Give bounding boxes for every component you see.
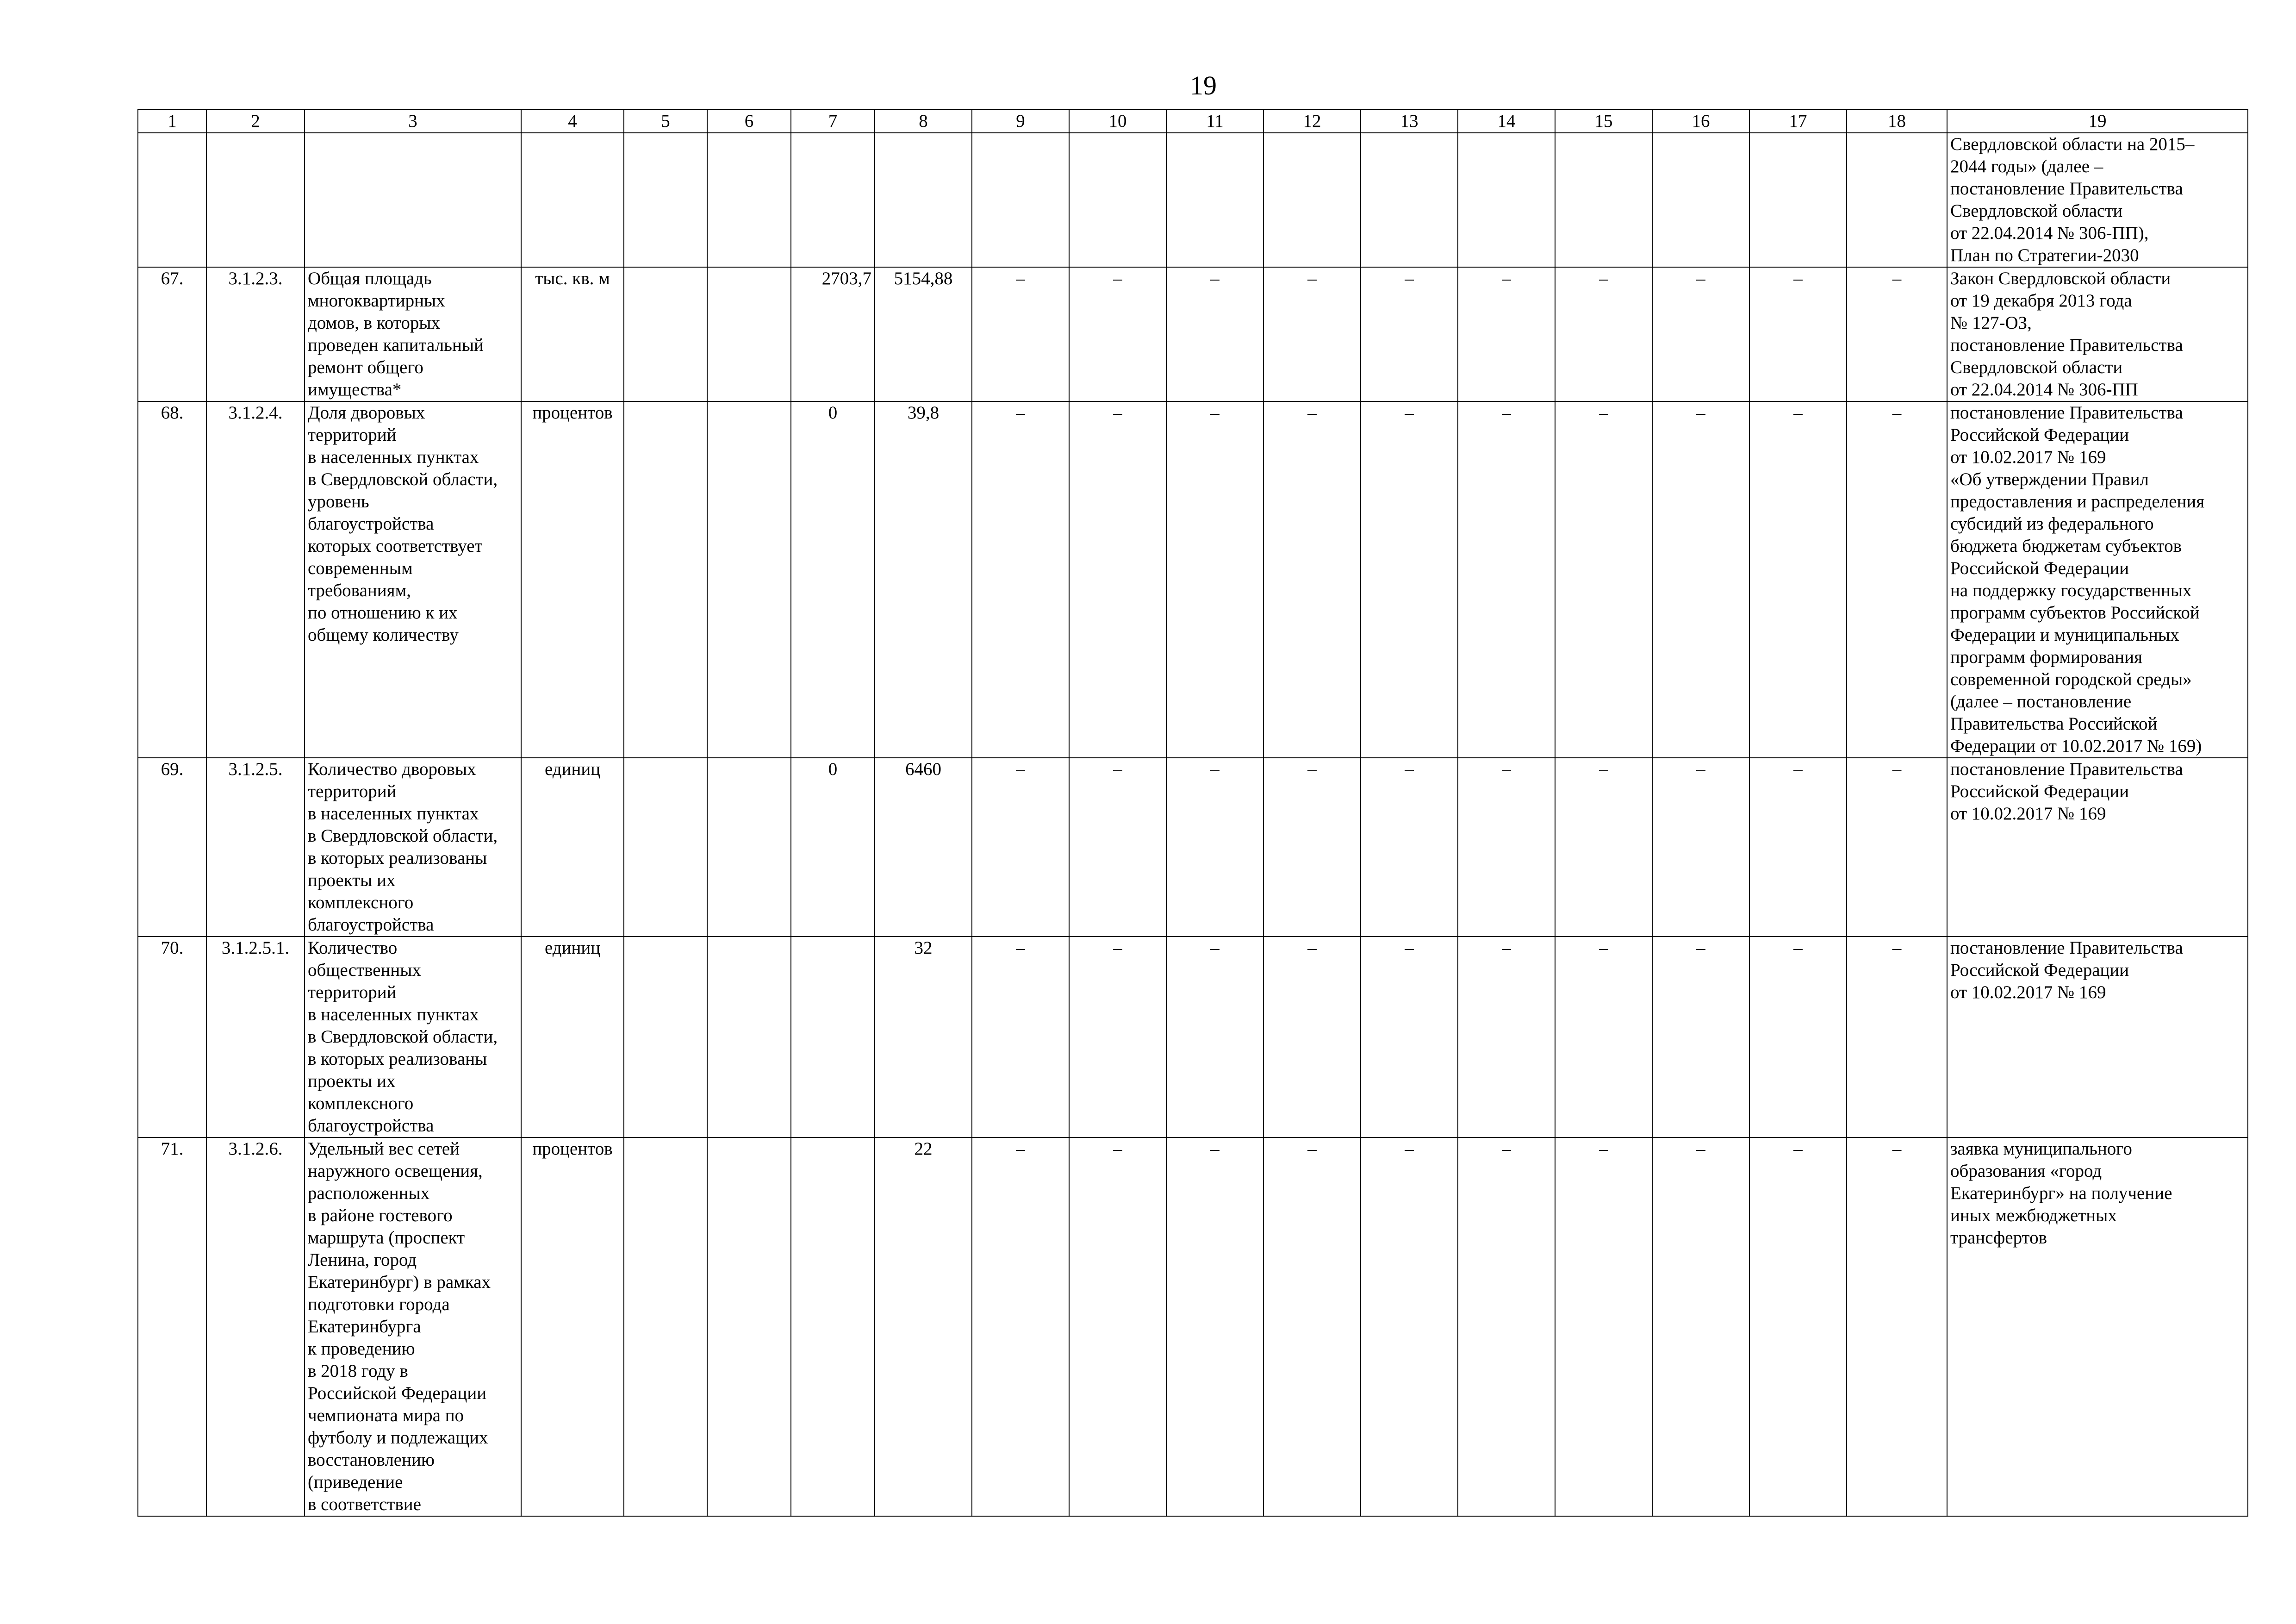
year-value-cell: – (1458, 937, 1555, 1137)
column-number: 17 (1749, 110, 1847, 133)
legal-source: постановление Правительства Российской Федерации от 10.02.2017 № 169 «Об утверждении Правил предоставления и распределения субсидий из федерального бюджета бюджетам субъектов Российской Федерации на поддержку государственных программ субъектов Российской Федерации и муниципальных программ формирования современной городской среды» (далее – постановление Правительства Российской Федерации от 10.02.2017 № 169) (1947, 401, 2248, 758)
column-number: 9 (972, 110, 1069, 133)
unit-cell: тыс. кв. м (521, 267, 624, 401)
indicator-code (206, 133, 305, 267)
legal-source: постановление Правительства Российской Федерации от 10.02.2017 № 169 (1947, 758, 2248, 937)
unit-cell: процентов (521, 401, 624, 758)
row-number: 69. (138, 758, 206, 937)
table-row (138, 937, 2248, 1137)
row-number: 71. (138, 1137, 206, 1516)
year-value-cell: – (972, 1137, 1069, 1516)
row-number: 70. (138, 937, 206, 1137)
year-value-cell (1069, 133, 1166, 267)
year-value-cell: – (1555, 937, 1652, 1137)
year-value-cell: – (1847, 267, 1947, 401)
value-cell (707, 937, 791, 1137)
year-value-cell: – (1652, 937, 1749, 1137)
value-cell (875, 133, 972, 267)
indicator-code: 3.1.2.5. (206, 758, 305, 937)
column-number: 6 (707, 110, 791, 133)
year-value-cell (1458, 133, 1555, 267)
year-value-cell: – (1458, 1137, 1555, 1516)
year-value-cell (1263, 133, 1361, 267)
year-value-cell: – (1166, 401, 1263, 758)
column-number: 4 (521, 110, 624, 133)
year-value-cell: – (1361, 937, 1458, 1137)
legal-source: Закон Свердловской области от 19 декабря 2013 года № 127-ОЗ, постановление Правительства Свердловской области от 22.04.2014 № 306-ПП (1947, 267, 2248, 401)
legal-source: постановление Правительства Российской Федерации от 10.02.2017 № 169 (1947, 937, 2248, 1137)
value-cell (707, 758, 791, 937)
year-value-cell: – (972, 267, 1069, 401)
year-value-cell: – (1652, 267, 1749, 401)
column-number: 12 (1263, 110, 1361, 133)
column-number: 16 (1652, 110, 1749, 133)
year-value-cell: – (1361, 267, 1458, 401)
value-cell (624, 937, 707, 1137)
indicator-code: 3.1.2.5.1. (206, 937, 305, 1137)
value-cell (791, 937, 875, 1137)
year-value-cell: – (1652, 401, 1749, 758)
year-value-cell: – (1749, 758, 1847, 937)
year-value-cell (1555, 133, 1652, 267)
year-value-cell: – (1847, 1137, 1947, 1516)
value-cell (707, 401, 791, 758)
year-value-cell: – (1847, 937, 1947, 1137)
table-row (138, 133, 2248, 267)
value-cell (707, 133, 791, 267)
unit-cell: процентов (521, 1137, 624, 1516)
value-cell (707, 267, 791, 401)
column-number: 14 (1458, 110, 1555, 133)
row-number: 67. (138, 267, 206, 401)
year-value-cell: – (1263, 267, 1361, 401)
year-value-cell: – (1361, 401, 1458, 758)
year-value-cell: – (1166, 267, 1263, 401)
unit-cell: единиц (521, 758, 624, 937)
year-value-cell: – (1749, 401, 1847, 758)
legal-source: заявка муниципального образования «город Екатеринбург» на получение иных межбюджетных трансфертов (1947, 1137, 2248, 1516)
year-value-cell: – (1263, 937, 1361, 1137)
year-value-cell: – (1458, 267, 1555, 401)
column-number: 18 (1847, 110, 1947, 133)
year-value-cell: – (1555, 267, 1652, 401)
page-number: 19 (1190, 70, 1217, 100)
year-value-cell: – (1652, 1137, 1749, 1516)
indicators-table (137, 109, 2248, 1517)
row-number: 68. (138, 401, 206, 758)
column-number: 19 (1947, 110, 2248, 133)
year-value-cell: – (1263, 758, 1361, 937)
value-cell (624, 133, 707, 267)
value-cell (791, 133, 875, 267)
column-number: 7 (791, 110, 875, 133)
year-value-cell: – (1555, 401, 1652, 758)
year-value-cell: – (1263, 401, 1361, 758)
indicator-name: Доля дворовых территорий в населенных пунктах в Свердловской области, уровень благоустройства которых соответствует современным требованиям, по отношению к их общему количеству (305, 401, 521, 758)
year-value-cell: – (1749, 267, 1847, 401)
year-value-cell: – (1361, 758, 1458, 937)
column-number: 15 (1555, 110, 1652, 133)
year-value-cell: – (1749, 937, 1847, 1137)
year-value-cell: – (1166, 758, 1263, 937)
value-cell: 5154,88 (875, 267, 972, 401)
column-number: 8 (875, 110, 972, 133)
indicator-name: Количество общественных территорий в населенных пунктах в Свердловской области, в которых реализованы проекты их комплексного благоустройства (305, 937, 521, 1137)
value-cell: 22 (875, 1137, 972, 1516)
value-cell (624, 267, 707, 401)
year-value-cell: – (972, 758, 1069, 937)
year-value-cell: – (1069, 267, 1166, 401)
year-value-cell: – (1166, 937, 1263, 1137)
year-value-cell: – (972, 401, 1069, 758)
year-value-cell (1361, 133, 1458, 267)
year-value-cell: – (1652, 758, 1749, 937)
year-value-cell: – (1847, 401, 1947, 758)
table-row (138, 1137, 2248, 1516)
indicator-name: Удельный вес сетей наружного освещения, расположенных в районе гостевого маршрута (проспект Ленина, город Екатеринбург) в рамках подготовки города Екатеринбурга к проведению в 2018 году в Российской Федерации чемпионата мира по футболу и подлежащих восстановлению (приведение в соответствие (305, 1137, 521, 1516)
year-value-cell: – (1458, 401, 1555, 758)
value-cell (707, 1137, 791, 1516)
column-number: 1 (138, 110, 206, 133)
unit-cell (521, 133, 624, 267)
column-number: 5 (624, 110, 707, 133)
indicator-code: 3.1.2.6. (206, 1137, 305, 1516)
year-value-cell: – (972, 937, 1069, 1137)
value-cell (791, 1137, 875, 1516)
year-value-cell: – (1166, 1137, 1263, 1516)
indicator-name: Количество дворовых территорий в населенных пунктах в Свердловской области, в которых реализованы проекты их комплексного благоустройства (305, 758, 521, 937)
value-cell: 0 (791, 758, 875, 937)
column-number: 10 (1069, 110, 1166, 133)
value-cell: 6460 (875, 758, 972, 937)
table-row (138, 267, 2248, 401)
year-value-cell (1652, 133, 1749, 267)
column-number-row (138, 110, 2248, 133)
year-value-cell: – (1555, 1137, 1652, 1516)
year-value-cell: – (1069, 937, 1166, 1137)
value-cell: 0 (791, 401, 875, 758)
year-value-cell (1749, 133, 1847, 267)
unit-cell: единиц (521, 937, 624, 1137)
year-value-cell: – (1361, 1137, 1458, 1516)
indicator-name: Общая площадь многоквартирных домов, в которых проведен капитальный ремонт общего имущества* (305, 267, 521, 401)
value-cell (624, 1137, 707, 1516)
year-value-cell: – (1069, 758, 1166, 937)
year-value-cell (972, 133, 1069, 267)
year-value-cell: – (1847, 758, 1947, 937)
row-number (138, 133, 206, 267)
indicator-name (305, 133, 521, 267)
year-value-cell: – (1069, 1137, 1166, 1516)
value-cell (624, 401, 707, 758)
value-cell: 32 (875, 937, 972, 1137)
indicator-code: 3.1.2.3. (206, 267, 305, 401)
table-row (138, 401, 2248, 758)
table-row (138, 758, 2248, 937)
year-value-cell: – (1555, 758, 1652, 937)
year-value-cell: – (1263, 1137, 1361, 1516)
value-cell: 2703,7 (791, 267, 875, 401)
legal-source: Свердловской области на 2015– 2044 годы» (далее – постановление Правительства Свердловской области от 22.04.2014 № 306-ПП), План по Стратегии-2030 (1947, 133, 2248, 267)
column-number: 2 (206, 110, 305, 133)
value-cell: 39,8 (875, 401, 972, 758)
indicator-code: 3.1.2.4. (206, 401, 305, 758)
year-value-cell (1166, 133, 1263, 267)
year-value-cell: – (1069, 401, 1166, 758)
column-number: 13 (1361, 110, 1458, 133)
value-cell (624, 758, 707, 937)
column-number: 3 (305, 110, 521, 133)
year-value-cell: – (1749, 1137, 1847, 1516)
year-value-cell (1847, 133, 1947, 267)
year-value-cell: – (1458, 758, 1555, 937)
column-number: 11 (1166, 110, 1263, 133)
